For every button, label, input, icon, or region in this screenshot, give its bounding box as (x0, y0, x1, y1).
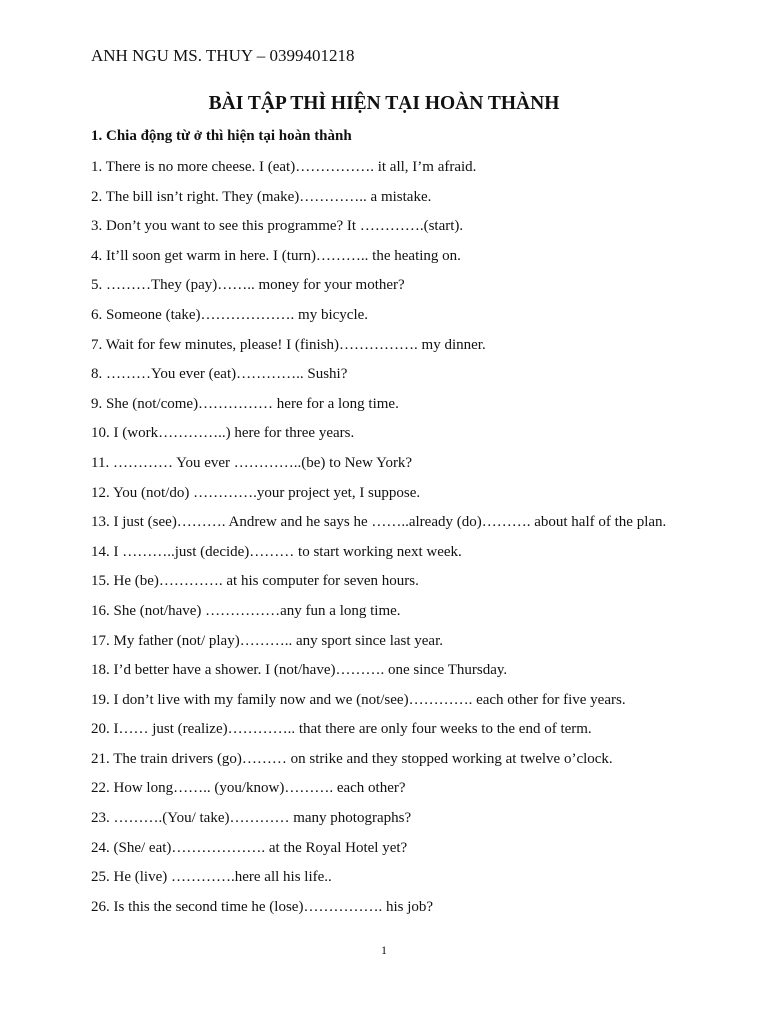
page-header: ANH NGU MS. THUY – 0399401218 (91, 46, 355, 65)
exercise-item-22: 22. How long…….. (you/know)………. each other? (91, 780, 406, 797)
exercise-item-15: 15. He (be)…………. at his computer for seven hours. (91, 573, 419, 590)
exercise-item-7: 7. Wait for few minutes, please! I (finish)……………. my dinner. (91, 336, 486, 353)
exercise-item-14: 14. I ………..just (decide)……… to start working next week. (91, 543, 462, 560)
exercise-item-26: 26. Is this the second time he (lose)……………. his job? (91, 898, 434, 915)
exercise-item-25: 25. He (live) ………….here all his life.. (91, 869, 332, 886)
exercise-list (91, 157, 731, 926)
exercise-item-20: 20. I…… just (realize)………….. that there are only four weeks to the end of term. (91, 721, 592, 738)
exercise-item-3: 3. Don’t you want to see this programme? It ………….(start). (91, 218, 464, 235)
exercise-item-9: 9. She (not/come)…………… here for a long time. (91, 395, 399, 412)
exercise-item-18: 18. I’d better have a shower. I (not/have)………. one since Thursday. (91, 662, 508, 679)
exercise-item-2: 2. The bill isn’t right. They (make)………….. a mistake. (91, 188, 432, 205)
exercise-item-4: 4. It’ll soon get warm in here. I (turn)……….. the heating on. (91, 247, 461, 264)
exercise-item-16: 16. She (not/have) ……………any fun a long time. (91, 602, 401, 619)
exercise-item-10: 10. I (work…………..) here for three years. (91, 425, 355, 442)
exercise-item-17: 17. My father (not/ play)……….. any sport since last year. (91, 632, 444, 649)
exercise-item-5: 5. ………They (pay)…….. money for your mother? (91, 277, 405, 294)
exercise-item-24: 24. (She/ eat)………………. at the Royal Hotel yet? (91, 839, 408, 856)
section-heading: 1. Chia động từ ở thì hiện tại hoàn thành (91, 128, 352, 144)
document-title: BÀI TẬP THÌ HIỆN TẠI HOÀN THÀNH (208, 93, 560, 114)
exercise-item-12: 12. You (not/do) ………….your project yet, I suppose. (91, 484, 421, 501)
exercise-item-19: 19. I don’t live with my family now and we (not/see)…………. each other for five years. (91, 691, 626, 708)
exercise-item-21: 21. The train drivers (go)……… on strike and they stopped working at twelve o’clock. (91, 750, 613, 767)
exercise-item-6: 6. Someone (take)………………. my bicycle. (91, 306, 369, 323)
exercise-item-13: 13. I just (see)………. Andrew and he says he ……..already (do)………. about half of the plan. (91, 514, 667, 531)
exercise-item-11: 11. ………… You ever …………..(be) to New York? (91, 454, 413, 471)
exercise-item-23: 23. ……….(You/ take)………… many photographs? (91, 810, 412, 827)
exercise-item-8: 8. ………You ever (eat)………….. Sushi? (91, 366, 348, 383)
page-number: 1 (381, 943, 387, 957)
exercise-item-1: 1. There is no more cheese. I (eat)……………. it all, I’m afraid. (91, 159, 477, 175)
